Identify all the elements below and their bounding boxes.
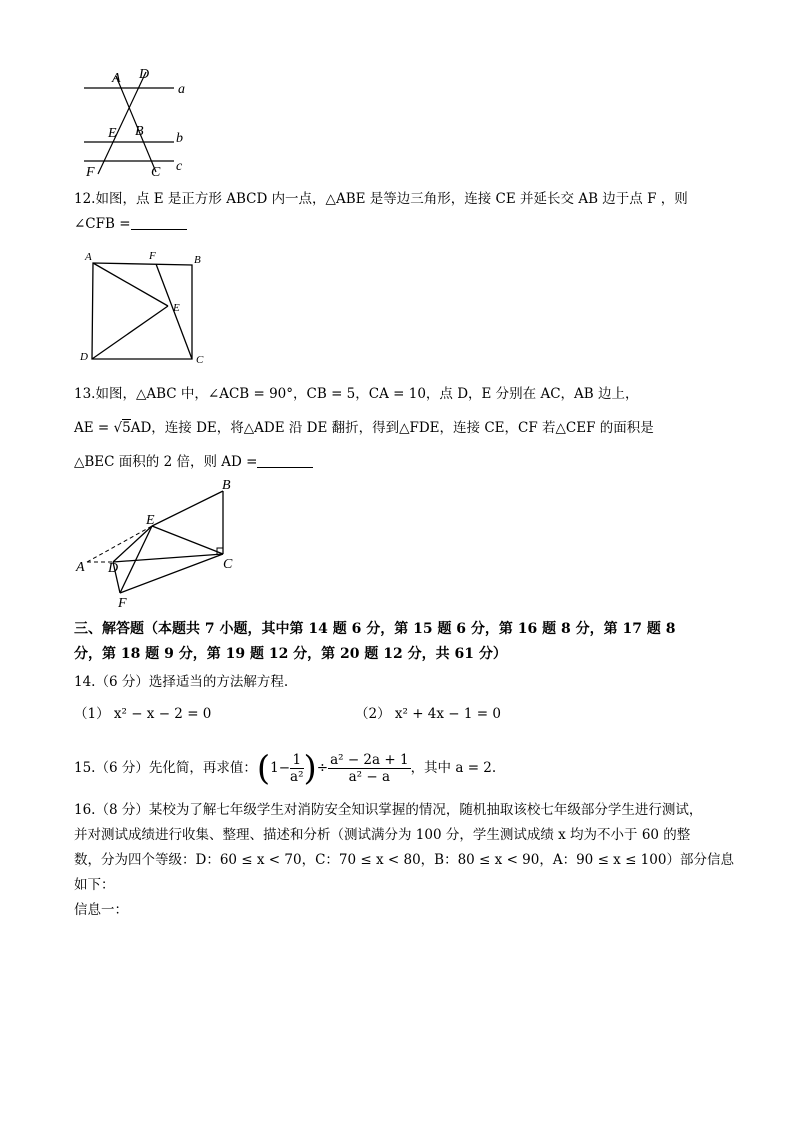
q14-part1: （1） x² − x − 2 = 0 <box>74 706 212 722</box>
q13-line2 <box>74 418 654 438</box>
frac1-denominator: a² <box>290 769 304 785</box>
q16-line2: 并对测试成绩进行收集、整理、描述和分析（测试满分为 100 分，学生测试成绩 x 均为不小于 60 的整 <box>74 827 691 843</box>
q13-ae: AE = <box>74 420 114 436</box>
frac2-numerator: a² − 2a + 1 <box>330 752 409 768</box>
label-D: D <box>80 351 88 363</box>
q15-one-minus: 1− <box>270 760 291 776</box>
label-F: F <box>118 596 127 611</box>
q12-line2 <box>74 214 187 234</box>
label-B: B <box>135 124 144 139</box>
figure-parallel-lines <box>76 62 196 180</box>
label-E: E <box>173 302 180 314</box>
right-paren: ) <box>303 748 317 789</box>
q13-line1: 13.如图，△ABC 中，∠ACB = 90°，CB = 5，CA = 10，点 D，E 分别在 AC，AB 边上， <box>74 386 639 402</box>
segment-EC <box>152 526 223 554</box>
label-D: D <box>108 561 119 576</box>
q13-rest: AD，连接 DE，将△ADE 沿 DE 翻折，得到△FDE，连接 CE，CF 若△CEF 的面积是 <box>130 420 654 436</box>
segment-AE <box>93 263 168 306</box>
label-F: F <box>86 165 95 180</box>
label-a: a <box>178 82 185 97</box>
transversal-DF <box>98 72 146 174</box>
q15-suffix: ，其中 a = 2. <box>410 760 497 776</box>
fraction-1-over-a2 <box>290 752 303 785</box>
figure-triangle-fold <box>72 476 252 612</box>
q15-line <box>74 748 496 788</box>
section-heading-line2: 分，第 18 题 9 分，第 19 题 12 分，第 20 题 12 分，共 61 分） <box>74 646 507 662</box>
label-E: E <box>146 513 155 528</box>
q16-line5: 信息一： <box>74 902 128 918</box>
q16-line4: 如下： <box>74 877 115 893</box>
label-B: B <box>194 254 201 266</box>
label-A: A <box>85 251 92 263</box>
q16-line3: 数，分为四个等级：D：60 ≤ x < 70，C：70 ≤ x < 80，B：80 ≤ x < 90，A：90 ≤ x ≤ 100）部分信息 <box>74 852 734 868</box>
label-A: A <box>112 71 121 86</box>
label-B: B <box>222 478 231 493</box>
segment-DE <box>92 306 168 359</box>
q15-div: ÷ <box>316 760 329 776</box>
label-E: E <box>108 126 117 141</box>
frac1-numerator: 1 <box>290 752 303 769</box>
label-C: C <box>151 165 161 180</box>
label-F: F <box>149 250 156 262</box>
figure-square <box>76 247 212 371</box>
label-D: D <box>139 67 150 82</box>
left-paren: ( <box>256 748 271 789</box>
q12-angle: ∠CFB = <box>74 216 131 232</box>
label-A: A <box>76 560 85 575</box>
q16-line1: 16.（8 分）某校为了解七年级学生对消防安全知识掌握的情况，随机抽取该校七年级部分学生进行测试， <box>74 802 703 818</box>
sqrt-sign: √ <box>113 420 123 436</box>
q13-question: △BEC 面积的 2 倍，则 AD = <box>74 454 258 470</box>
section-heading-line1: 三、解答题（本题共 7 小题，其中第 14 题 6 分，第 15 题 6 分，第 16 题 8 分，第 17 题 8 <box>74 621 676 637</box>
q14-part2: （2） x² + 4x − 1 = 0 <box>355 706 501 722</box>
label-b: b <box>176 131 183 146</box>
fraction-2 <box>328 752 410 785</box>
answer-blank <box>131 215 187 230</box>
q15-prefix: 15.（6 分）先化简，再求值： <box>74 760 257 776</box>
q14-title: 14.（6 分）选择适当的方法解方程. <box>74 674 289 690</box>
frac2-denominator: a² − a <box>348 769 391 785</box>
answer-blank <box>257 453 313 468</box>
sqrt-radicand: 5 <box>122 420 131 436</box>
label-c: c <box>176 159 183 174</box>
q12-line1: 12.如图，点 E 是正方形 ABCD 内一点，△ABE 是等边三角形，连接 CE 并延长交 AB 边于点 F ，则 <box>74 191 688 207</box>
q13-line3 <box>74 452 313 472</box>
label-C: C <box>223 557 233 572</box>
label-C: C <box>196 354 204 366</box>
segment-EB <box>152 491 223 526</box>
